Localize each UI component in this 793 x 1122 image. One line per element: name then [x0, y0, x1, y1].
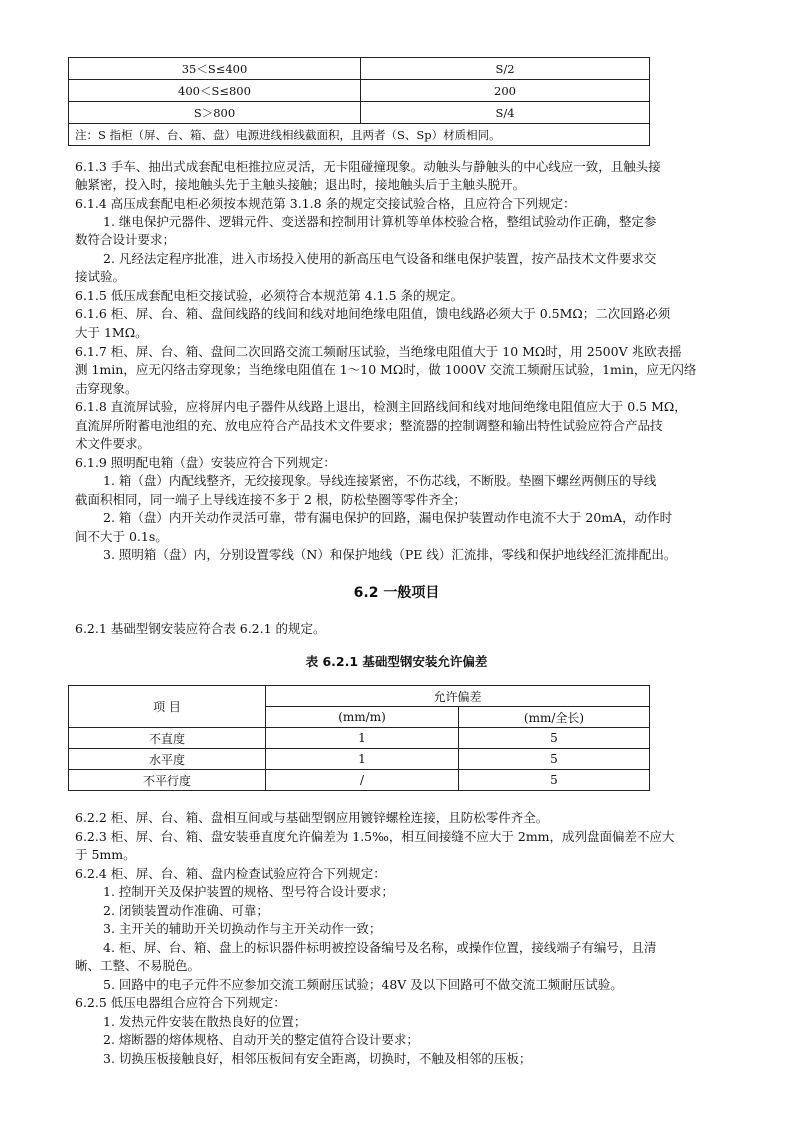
paragraph-line: 5. 回路中的电子元件不应参加交流工频耐压试验；48V 及以下回路可不做交流工频耐压试验。	[103, 977, 623, 992]
table-cell: 1	[266, 728, 459, 749]
table-cell: 35＜S≤400	[69, 58, 361, 80]
paragraph-line: 6.1.4 高压成套配电柜必须按本规范第 3.1.8 条的规定交接试验合格，且应符合下列规定：	[75, 196, 576, 211]
paragraph-line: 2. 凡经法定程序批准，进入市场投入使用的新高压电气设备和继电保护装置，按产品技术文件要求交	[103, 251, 657, 266]
table-row	[69, 58, 650, 80]
paragraph-line: 3. 切换压板接触良好，相邻压板间有安全距离，切换时，不触及相邻的压板；	[103, 1051, 532, 1066]
paragraph-line: 截面积相同，同一端子上导线连接不多于 2 根，防松垫圈等零件齐全；	[75, 492, 466, 507]
paragraph-line: 数符合设计要求；	[75, 232, 176, 247]
paragraph-line: 1. 箱（盘）内配线整齐，无绞接现象。导线连接紧密，不伤芯线，不断股。垫圈下螺丝两侧压的导线	[103, 473, 657, 488]
table-cell: 200	[361, 80, 650, 102]
paragraph-line: 2. 箱（盘）内开关动作灵活可靠，带有漏电保护的回路，漏电保护装置动作电流不大于 20mA，动作时	[103, 510, 673, 525]
table-cell: S/4	[361, 102, 650, 124]
paragraph-line: 1. 控制开关及保护装置的规格、型号符合设计要求；	[103, 884, 394, 899]
paragraph-line: 6.1.9 照明配电箱（盘）安装应符合下列规定：	[75, 455, 336, 470]
table-cell: 5	[459, 770, 650, 791]
column-header-group: 允许偏差	[266, 686, 650, 707]
table-cell: 水平度	[69, 749, 266, 770]
table-cell: /	[266, 770, 459, 791]
paragraph-line: 2. 闭锁装置动作准确、可靠；	[103, 903, 269, 918]
paragraph-line: 6.2.5 低压电器组合应符合下列规定：	[75, 995, 286, 1010]
paragraph-line: 1. 发热元件安装在散热良好的位置；	[103, 1014, 307, 1029]
paragraph-line: 术文件要求。	[75, 436, 151, 451]
table-cell: S/2	[361, 58, 650, 80]
table-row	[69, 728, 650, 749]
column-header-unit: (mm/m)	[266, 707, 459, 728]
paragraph-line: 3. 照明箱（盘）内，分别设置零线（N）和保护地线（PE 线）汇流排，零线和保护地线经汇流排配出。	[103, 547, 677, 562]
paragraph-line: 测 1min，应无闪络击穿现象；当绝缘电阻值在 1～10 MΩ时，做 1000V 交流工频耐压试验，1min，应无闪络	[75, 362, 697, 377]
table-row	[69, 80, 650, 102]
top-table	[68, 57, 650, 146]
paragraph-line: 3. 主开关的辅助开关切换动作与主开关动作一致；	[103, 921, 382, 936]
table-cell: 不直度	[69, 728, 266, 749]
column-header-item: 项 目	[69, 686, 266, 728]
paragraph-line: 6.1.7 柜、屏、台、箱、盘间二次回路交流工频耐压试验，当绝缘电阻值大于 10 MΩ时，用 2500V 兆欧表摇	[75, 344, 682, 359]
paragraph-line: 6.2.2 柜、屏、台、箱、盘相互间或与基础型钢应用镀锌螺栓连接，且防松零件齐全。	[75, 810, 549, 825]
table-cell: 5	[459, 749, 650, 770]
table-header-row	[69, 686, 650, 707]
table-caption: 表 6.2.1 基础型钢安装允许偏差	[305, 654, 488, 669]
table-row	[69, 102, 650, 124]
paragraph-line: 6.2.1 基础型钢安装应符合表 6.2.1 的规定。	[75, 621, 326, 636]
table-note-row	[69, 124, 650, 146]
paragraph-line: 6.1.3 手车、抽出式成套配电柜推拉应灵活，无卡阻碰撞现象。动触头与静触头的中心线应一致，且触头接	[75, 159, 661, 174]
paragraph-line: 6.2.4 柜、屏、台、箱、盘内检查试验应符合下列规定：	[75, 866, 386, 881]
paragraph-line: 击穿现象。	[75, 381, 138, 396]
table-cell: 400＜S≤800	[69, 80, 361, 102]
table-cell: 不平行度	[69, 770, 266, 791]
section-title: 6.2 一般项目	[353, 585, 440, 601]
paragraph-line: 接试验。	[75, 269, 126, 284]
paragraph-line: 1. 继电保护元器件、逻辑元件、变送器和控制用计算机等单体校验合格，整组试验动作正确，整定参	[103, 214, 657, 229]
paragraph-line: 触紧密，投入时，接地触头先于主触头接触；退出时，接地触头后于主触头脱开。	[75, 177, 526, 192]
paragraph-line: 6.1.6 柜、屏、台、箱、盘间线路的线间和线对地间绝缘电阻值，馈电线路必须大于 0.5MΩ；二次回路必须	[75, 306, 671, 321]
paragraph-line: 4. 柜、屏、台、箱、盘上的标识器件标明被控设备编号及名称，或操作位置，接线端子有编号，且清	[103, 940, 657, 955]
column-header-unit: (mm/全长)	[459, 707, 650, 728]
table-row	[69, 770, 650, 791]
table-row	[69, 749, 650, 770]
table-note: 注：S 指柜（屏、台、箱、盘）电源进线相线截面积，且两者（S、Sp）材质相同。	[69, 124, 650, 146]
table-cell: S＞800	[69, 102, 361, 124]
paragraph-line: 直流屏所附蓄电池组的充、放电应符合产品技术文件要求；整流器的控制调整和输出特性试验应符合产品技	[75, 418, 663, 433]
tolerance-table	[68, 685, 650, 791]
table-cell: 5	[459, 728, 650, 749]
table-cell: 1	[266, 749, 459, 770]
paragraph-line: 6.1.8 直流屏试验，应将屏内电子器件从线路上退出，检测主回路线间和线对地间绝缘电阻值应大于 0.5 MΩ，	[75, 399, 687, 414]
paragraph-line: 6.2.3 柜、屏、台、箱、盘安装垂直度允许偏差为 1.5‰，相互间接缝不应大于 2mm，成列盘面偏差不应大	[75, 829, 675, 844]
paragraph-line: 6.1.5 低压成套配电柜交接试验，必须符合本规范第 4.1.5 条的规定。	[75, 288, 464, 303]
paragraph-line: 晰、工整、不易脱色。	[75, 958, 201, 973]
paragraph-line: 间不大于 0.1s。	[75, 529, 168, 544]
paragraph-line: 2. 熔断器的熔体规格、自动开关的整定值符合设计要求；	[103, 1032, 419, 1047]
paragraph-line: 于 5mm。	[75, 847, 136, 862]
paragraph-line: 大于 1MΩ。	[75, 325, 148, 340]
